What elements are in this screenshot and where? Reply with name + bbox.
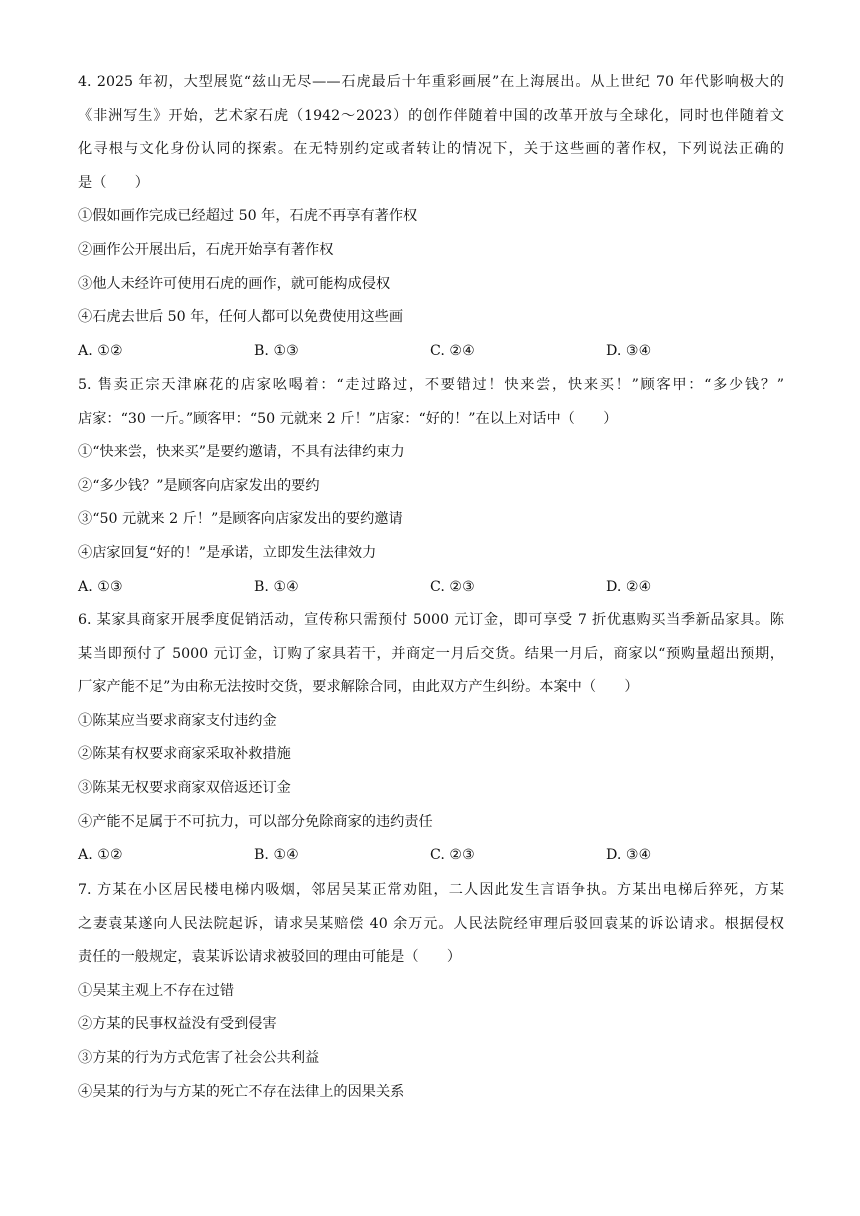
stem-line: 某当即预付了 5000 元订金，订购了家具若干，并商定一月后交货。结果一月后，商家以“预购量超出预期， [78, 645, 784, 662]
statement-1: ①假如画作完成已经超过 50 年，石虎不再享有著作权 [78, 208, 418, 225]
question-stem [78, 604, 784, 705]
stem-line: 化寻根与文化身份认同的探索。在无特别约定或者转让的情况下，关于这些画的著作权，下列说法正确的 [78, 141, 784, 158]
statement-3: ③陈某无权要求商家双倍返还订金 [78, 779, 291, 796]
question-7 [78, 874, 784, 1109]
question-4 [78, 66, 784, 368]
statement-4: ④店家回复“好的！”是承诺，立即发生法律效力 [78, 544, 377, 561]
statement-4: ④吴某的行为与方某的死亡不存在法律上的因果关系 [78, 1083, 405, 1100]
option-d: D. ③④ [606, 342, 652, 359]
option-d: D. ②④ [606, 578, 652, 595]
statement-2: ②“多少钱？”是顾客向店家发出的要约 [78, 477, 320, 494]
statement-2: ②方某的民事权益没有受到侵害 [78, 1016, 277, 1033]
question-stem [78, 369, 784, 436]
option-a: A. ①② [78, 847, 123, 864]
statement-4: ④石虎去世后 50 年，任何人都可以免费使用这些画 [78, 309, 404, 326]
option-c: C. ②④ [430, 342, 475, 359]
option-c: C. ②③ [430, 578, 475, 595]
statement-4: ④产能不足属于不可抗力，可以部分免除商家的违约责任 [78, 813, 433, 830]
question-stem [78, 874, 784, 975]
stem-line: 店家：“30 一斤。”顾客甲：“50 元就来 2 斤！”店家：“好的！”在以上对话中（ ） [78, 410, 618, 427]
statement-1: ①“快来尝，快来买”是要约邀请，不具有法律约束力 [78, 444, 405, 461]
statement-2: ②陈某有权要求商家采取补救措施 [78, 746, 291, 763]
option-b: B. ①④ [254, 847, 299, 864]
answer-options [78, 839, 784, 873]
stem-line: 是（ ） [78, 174, 149, 191]
stem-line: 5. 售卖正宗天津麻花的店家吆喝着：“走过路过，不要错过！快来尝，快来买！”顾客甲：“多少钱？” [78, 377, 784, 393]
statement-1: ①陈某应当要求商家支付违约金 [78, 712, 277, 729]
stem-line: 6. 某家具商家开展季度促销活动，宣传称只需预付 5000 元订金，即可享受 7 折优惠购买当季新品家具。陈 [78, 612, 784, 628]
stem-line: 厂家产能不足”为由称无法按时交货，要求解除合同，由此双方产生纠纷。本案中（ ） [78, 679, 639, 696]
option-b: B. ①③ [254, 342, 299, 359]
stem-line: 4. 2025 年初，大型展览“兹山无尽——石虎最后十年重彩画展”在上海展出。从上世纪 70 年代影响极大的 [78, 74, 784, 90]
statement-3: ③“50 元就来 2 斤！”是顾客向店家发出的要约邀请 [78, 511, 403, 528]
stem-line: 《非洲写生》开始，艺术家石虎（1942～2023）的创作伴随着中国的改革开放与全球化，同时也伴随着文 [78, 107, 784, 124]
answer-options [78, 335, 784, 369]
question-stem [78, 66, 784, 200]
statement-3: ③他人未经许可使用石虎的画作，就可能构成侵权 [78, 275, 391, 292]
stem-line: 之妻袁某遂向人民法院起诉，请求吴某赔偿 40 余万元。人民法院经审理后驳回袁某的诉讼请求。根据侵权 [78, 915, 784, 932]
option-a: A. ①② [78, 342, 123, 359]
statement-3: ③方某的行为方式危害了社会公共利益 [78, 1049, 320, 1066]
option-c: C. ②③ [430, 847, 475, 864]
stem-line: 责任的一般规定，袁某诉讼请求被驳回的理由可能是（ ） [78, 949, 462, 966]
option-a: A. ①③ [78, 578, 123, 595]
answer-options [78, 571, 784, 605]
statement-1: ①吴某主观上不存在过错 [78, 982, 235, 999]
stem-line: 7. 方某在小区居民楼电梯内吸烟，邻居吴某正常劝阻，二人因此发生言语争执。方某出电梯后猝死，方某 [78, 882, 784, 898]
option-b: B. ①④ [254, 578, 299, 595]
option-d: D. ③④ [606, 847, 652, 864]
question-5 [78, 369, 784, 604]
question-6 [78, 604, 784, 873]
statement-2: ②画作公开展出后，石虎开始享有著作权 [78, 241, 334, 258]
